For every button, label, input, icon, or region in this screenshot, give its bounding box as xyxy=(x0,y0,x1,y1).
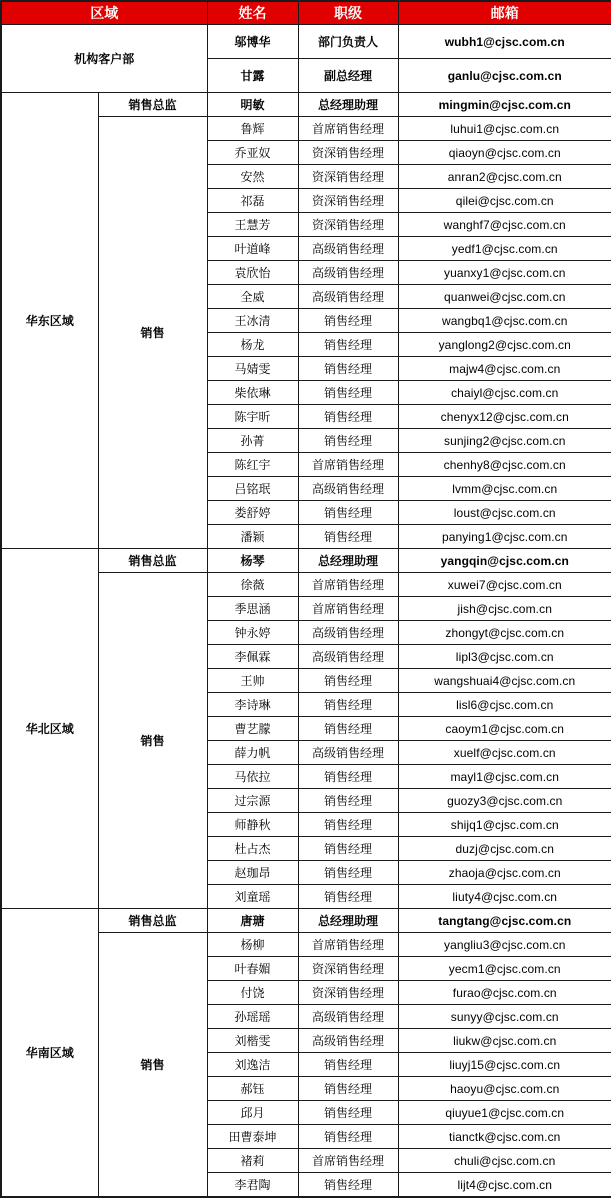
name-cell: 邬博华 xyxy=(207,25,298,59)
rank-cell: 首席销售经理 xyxy=(298,597,398,621)
email-cell: duzj@cjsc.com.cn xyxy=(398,837,611,861)
email-cell: yangliu3@cjsc.com.cn xyxy=(398,933,611,957)
rank-cell: 首席销售经理 xyxy=(298,117,398,141)
name-cell: 杜占杰 xyxy=(207,837,298,861)
email-cell: liukw@cjsc.com.cn xyxy=(398,1029,611,1053)
rank-cell: 销售经理 xyxy=(298,1077,398,1101)
name-cell: 杨龙 xyxy=(207,333,298,357)
name-cell: 郝钰 xyxy=(207,1077,298,1101)
rank-cell: 销售经理 xyxy=(298,861,398,885)
region-cell: 华东区域 xyxy=(1,93,98,549)
rank-cell: 销售经理 xyxy=(298,1053,398,1077)
region-cell: 机构客户部 xyxy=(1,25,207,93)
name-cell: 马婧雯 xyxy=(207,357,298,381)
email-cell: sunyy@cjsc.com.cn xyxy=(398,1005,611,1029)
rank-cell: 销售经理 xyxy=(298,501,398,525)
rank-cell: 高级销售经理 xyxy=(298,285,398,309)
rank-cell: 资深销售经理 xyxy=(298,165,398,189)
rank-cell: 高级销售经理 xyxy=(298,1029,398,1053)
rank-cell: 销售经理 xyxy=(298,813,398,837)
name-cell: 孙瑶瑶 xyxy=(207,1005,298,1029)
name-cell: 唐瑭 xyxy=(207,909,298,933)
name-cell: 明敏 xyxy=(207,93,298,117)
name-cell: 祁磊 xyxy=(207,189,298,213)
email-cell: yedf1@cjsc.com.cn xyxy=(398,237,611,261)
name-cell: 乔亚奴 xyxy=(207,141,298,165)
name-cell: 杨琴 xyxy=(207,549,298,573)
header-row xyxy=(1,1,611,25)
rank-cell: 总经理助理 xyxy=(298,909,398,933)
rank-cell: 首席销售经理 xyxy=(298,453,398,477)
rank-cell: 销售经理 xyxy=(298,717,398,741)
rank-cell: 销售经理 xyxy=(298,525,398,549)
name-cell: 褚莉 xyxy=(207,1149,298,1173)
rank-cell: 资深销售经理 xyxy=(298,189,398,213)
email-cell: wangbq1@cjsc.com.cn xyxy=(398,309,611,333)
rank-cell: 资深销售经理 xyxy=(298,981,398,1005)
email-cell: lijt4@cjsc.com.cn xyxy=(398,1173,611,1198)
name-cell: 陈红宇 xyxy=(207,453,298,477)
group-cell: 销售总监 xyxy=(98,549,207,573)
email-cell: sunjing2@cjsc.com.cn xyxy=(398,429,611,453)
rank-cell: 销售经理 xyxy=(298,1173,398,1198)
name-cell: 吕铭珉 xyxy=(207,477,298,501)
email-cell: quanwei@cjsc.com.cn xyxy=(398,285,611,309)
email-cell: jish@cjsc.com.cn xyxy=(398,597,611,621)
email-cell: yangqin@cjsc.com.cn xyxy=(398,549,611,573)
name-cell: 孙菁 xyxy=(207,429,298,453)
email-cell: liuty4@cjsc.com.cn xyxy=(398,885,611,909)
rank-cell: 高级销售经理 xyxy=(298,645,398,669)
rank-cell: 首席销售经理 xyxy=(298,1149,398,1173)
rank-cell: 高级销售经理 xyxy=(298,741,398,765)
rank-cell: 高级销售经理 xyxy=(298,477,398,501)
name-cell: 娄舒婷 xyxy=(207,501,298,525)
email-cell: luhui1@cjsc.com.cn xyxy=(398,117,611,141)
group-cell: 销售总监 xyxy=(98,93,207,117)
email-cell: yecm1@cjsc.com.cn xyxy=(398,957,611,981)
email-cell: wangshuai4@cjsc.com.cn xyxy=(398,669,611,693)
email-cell: guozy3@cjsc.com.cn xyxy=(398,789,611,813)
email-cell: anran2@cjsc.com.cn xyxy=(398,165,611,189)
email-cell: qiaoyn@cjsc.com.cn xyxy=(398,141,611,165)
name-cell: 袁欣怡 xyxy=(207,261,298,285)
rank-cell: 销售经理 xyxy=(298,669,398,693)
email-cell: chaiyl@cjsc.com.cn xyxy=(398,381,611,405)
email-cell: lisl6@cjsc.com.cn xyxy=(398,693,611,717)
email-cell: xuwei7@cjsc.com.cn xyxy=(398,573,611,597)
name-cell: 付饶 xyxy=(207,981,298,1005)
region-cell: 华北区域 xyxy=(1,549,98,909)
rank-cell: 销售经理 xyxy=(298,789,398,813)
rank-cell: 销售经理 xyxy=(298,885,398,909)
name-cell: 安然 xyxy=(207,165,298,189)
email-cell: wanghf7@cjsc.com.cn xyxy=(398,213,611,237)
email-cell: wubh1@cjsc.com.cn xyxy=(398,25,611,59)
email-cell: yanglong2@cjsc.com.cn xyxy=(398,333,611,357)
name-cell: 潘颖 xyxy=(207,525,298,549)
email-cell: haoyu@cjsc.com.cn xyxy=(398,1077,611,1101)
name-cell: 叶道峰 xyxy=(207,237,298,261)
email-cell: tangtang@cjsc.com.cn xyxy=(398,909,611,933)
rank-cell: 销售经理 xyxy=(298,357,398,381)
group-cell: 销售 xyxy=(98,573,207,909)
rank-cell: 销售经理 xyxy=(298,693,398,717)
rank-cell: 销售经理 xyxy=(298,405,398,429)
name-cell: 刘逸洁 xyxy=(207,1053,298,1077)
name-cell: 王冰清 xyxy=(207,309,298,333)
table-row xyxy=(1,909,611,933)
email-cell: lipl3@cjsc.com.cn xyxy=(398,645,611,669)
name-cell: 曹艺朦 xyxy=(207,717,298,741)
name-cell: 赵珈昂 xyxy=(207,861,298,885)
table-row xyxy=(1,25,611,59)
rank-cell: 首席销售经理 xyxy=(298,933,398,957)
name-cell: 全威 xyxy=(207,285,298,309)
rank-cell: 资深销售经理 xyxy=(298,213,398,237)
region-cell: 华南区域 xyxy=(1,909,98,1198)
email-cell: panying1@cjsc.com.cn xyxy=(398,525,611,549)
rank-cell: 销售经理 xyxy=(298,1125,398,1149)
rank-cell: 销售经理 xyxy=(298,837,398,861)
name-cell: 王慧芳 xyxy=(207,213,298,237)
header-email: 邮箱 xyxy=(398,1,611,25)
email-cell: chuli@cjsc.com.cn xyxy=(398,1149,611,1173)
email-cell: yuanxy1@cjsc.com.cn xyxy=(398,261,611,285)
rank-cell: 副总经理 xyxy=(298,59,398,93)
name-cell: 李佩霖 xyxy=(207,645,298,669)
rank-cell: 资深销售经理 xyxy=(298,957,398,981)
email-cell: mayl1@cjsc.com.cn xyxy=(398,765,611,789)
email-cell: shijq1@cjsc.com.cn xyxy=(398,813,611,837)
table-row xyxy=(1,549,611,573)
rank-cell: 高级销售经理 xyxy=(298,621,398,645)
name-cell: 甘露 xyxy=(207,59,298,93)
email-cell: liuyj15@cjsc.com.cn xyxy=(398,1053,611,1077)
name-cell: 王帅 xyxy=(207,669,298,693)
name-cell: 邱月 xyxy=(207,1101,298,1125)
rank-cell: 销售经理 xyxy=(298,309,398,333)
email-cell: lvmm@cjsc.com.cn xyxy=(398,477,611,501)
name-cell: 季思涵 xyxy=(207,597,298,621)
name-cell: 李诗琳 xyxy=(207,693,298,717)
name-cell: 叶春媚 xyxy=(207,957,298,981)
name-cell: 马依拉 xyxy=(207,765,298,789)
email-cell: tianctk@cjsc.com.cn xyxy=(398,1125,611,1149)
rank-cell: 部门负责人 xyxy=(298,25,398,59)
name-cell: 师静秋 xyxy=(207,813,298,837)
group-cell: 销售 xyxy=(98,933,207,1198)
email-cell: chenyx12@cjsc.com.cn xyxy=(398,405,611,429)
rank-cell: 总经理助理 xyxy=(298,549,398,573)
rank-cell: 总经理助理 xyxy=(298,93,398,117)
rank-cell: 销售经理 xyxy=(298,333,398,357)
email-cell: xuelf@cjsc.com.cn xyxy=(398,741,611,765)
group-cell: 销售 xyxy=(98,117,207,549)
name-cell: 过宗源 xyxy=(207,789,298,813)
name-cell: 刘童瑶 xyxy=(207,885,298,909)
email-cell: qilei@cjsc.com.cn xyxy=(398,189,611,213)
name-cell: 薛力帆 xyxy=(207,741,298,765)
header-rank: 职级 xyxy=(298,1,398,25)
name-cell: 陈宇昕 xyxy=(207,405,298,429)
name-cell: 杨柳 xyxy=(207,933,298,957)
email-cell: ganlu@cjsc.com.cn xyxy=(398,59,611,93)
rank-cell: 高级销售经理 xyxy=(298,1005,398,1029)
email-cell: chenhy8@cjsc.com.cn xyxy=(398,453,611,477)
rank-cell: 高级销售经理 xyxy=(298,261,398,285)
header-region: 区域 xyxy=(1,1,207,25)
rank-cell: 销售经理 xyxy=(298,765,398,789)
email-cell: caoym1@cjsc.com.cn xyxy=(398,717,611,741)
rank-cell: 销售经理 xyxy=(298,1101,398,1125)
email-cell: qiuyue1@cjsc.com.cn xyxy=(398,1101,611,1125)
rank-cell: 销售经理 xyxy=(298,381,398,405)
email-cell: majw4@cjsc.com.cn xyxy=(398,357,611,381)
header-name: 姓名 xyxy=(207,1,298,25)
email-cell: mingmin@cjsc.com.cn xyxy=(398,93,611,117)
name-cell: 鲁辉 xyxy=(207,117,298,141)
table-row xyxy=(1,93,611,117)
email-cell: loust@cjsc.com.cn xyxy=(398,501,611,525)
name-cell: 田曹泰坤 xyxy=(207,1125,298,1149)
rank-cell: 高级销售经理 xyxy=(298,237,398,261)
name-cell: 徐薇 xyxy=(207,573,298,597)
name-cell: 钟永婷 xyxy=(207,621,298,645)
name-cell: 李君陶 xyxy=(207,1173,298,1198)
rank-cell: 资深销售经理 xyxy=(298,141,398,165)
email-cell: zhongyt@cjsc.com.cn xyxy=(398,621,611,645)
name-cell: 刘楷雯 xyxy=(207,1029,298,1053)
name-cell: 柴依琳 xyxy=(207,381,298,405)
group-cell: 销售总监 xyxy=(98,909,207,933)
contact-table-body xyxy=(1,25,611,1198)
rank-cell: 销售经理 xyxy=(298,429,398,453)
email-cell: zhaoja@cjsc.com.cn xyxy=(398,861,611,885)
email-cell: furao@cjsc.com.cn xyxy=(398,981,611,1005)
rank-cell: 首席销售经理 xyxy=(298,573,398,597)
